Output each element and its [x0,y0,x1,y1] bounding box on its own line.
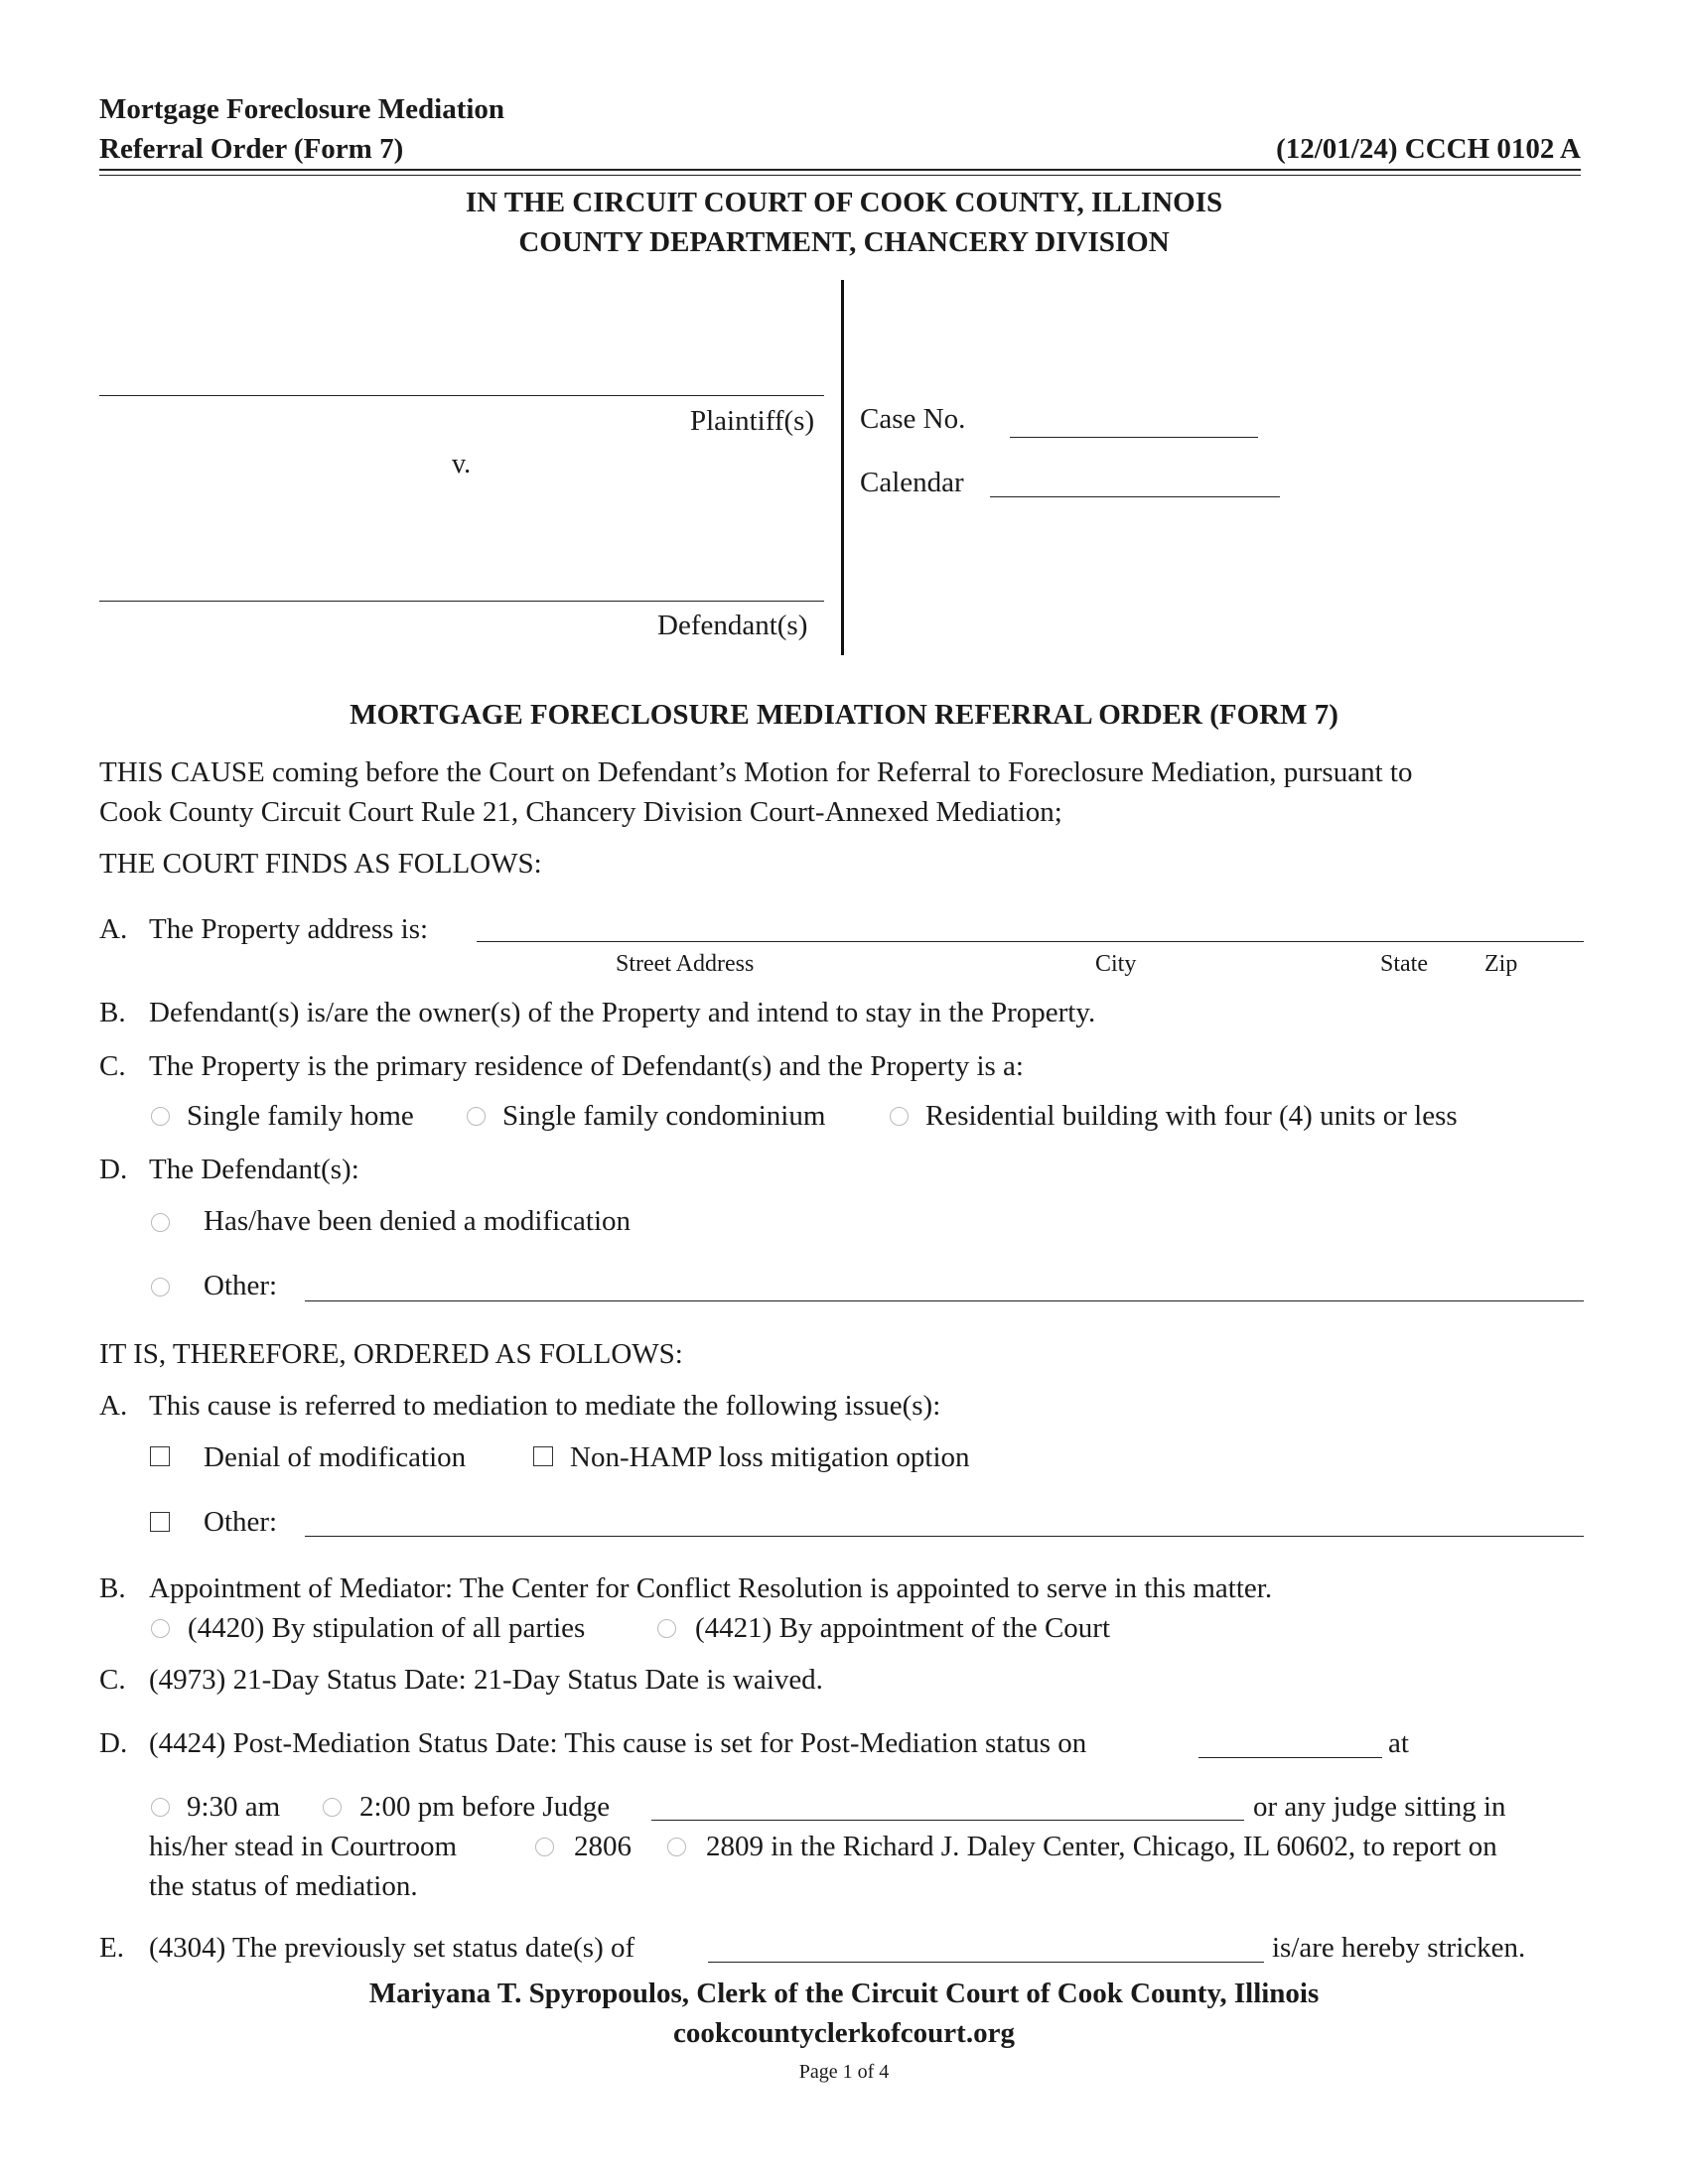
finding-a-text: The Property address is: [149,913,429,945]
state-label: State [1380,951,1428,977]
post-mediation-date-field[interactable] [1198,1757,1382,1758]
order-e-text: (4304) The previously set status date(s) of [149,1932,635,1964]
page-number: Page 1 of 4 [798,2061,890,2083]
stipulation-label: (4420) By stipulation of all parties [188,1612,586,1644]
order-d-line3: the status of mediation. [149,1870,418,1902]
intro-line1: THIS CAUSE coming before the Court on Defendant’s Motion for Referral to Foreclosure Mediation, pursuant to [99,756,1413,788]
order-b-letter: B. [99,1572,126,1604]
time-200-radio[interactable] [323,1798,342,1817]
form-code: (12/01/24) CCCH 0102 A [1276,133,1581,165]
case-no-label: Case No. [860,403,966,435]
caption-divider [841,280,844,655]
order-title: MORTGAGE FORECLOSURE MEDIATION REFERRAL ORDER (FORM 7) [350,699,1338,731]
courtroom-2809-radio[interactable] [667,1838,686,1856]
finding-a-letter: A. [99,913,128,945]
order-e-suffix: is/are hereby stricken. [1272,1932,1526,1964]
order-other-field[interactable] [305,1536,1584,1537]
court-appointment-radio[interactable] [657,1619,676,1638]
denied-modification-radio[interactable] [151,1213,170,1232]
denial-of-modification-label: Denial of modification [204,1441,467,1473]
time-930-label: 9:30 am [187,1791,281,1823]
judge-name-field[interactable] [651,1820,1244,1821]
finding-d-text: The Defendant(s): [149,1154,359,1185]
defendant-label: Defendant(s) [657,610,808,641]
order-d-at: at [1388,1727,1409,1759]
courtroom-2806-label: 2806 [574,1831,632,1862]
single-family-home-label: Single family home [187,1100,414,1132]
denial-of-modification-checkbox[interactable] [150,1446,170,1466]
clerk-website[interactable]: cookcountyclerkofcourt.org [673,2017,1015,2049]
order-d-letter: D. [99,1727,128,1759]
clerk-name: Mariyana T. Spyropoulos, Clerk of the Circuit Court of Cook County, Illinois [368,1978,1320,2009]
header-rule-thin [99,175,1581,176]
non-hamp-checkbox[interactable] [533,1446,553,1466]
time-930-radio[interactable] [151,1798,170,1817]
denied-modification-label: Has/have been denied a modification [204,1205,632,1237]
courtroom-2806-radio[interactable] [535,1838,554,1856]
intro-line2: Cook County Circuit Court Rule 21, Chancery Division Court-Annexed Mediation; [99,796,1062,828]
finding-b-letter: B. [99,997,126,1028]
finding-c-text: The Property is the primary residence of Defendant(s) and the Property is a: [149,1050,1024,1082]
order-other-label: Other: [204,1506,278,1538]
order-c-letter: C. [99,1664,126,1696]
order-a-text: This cause is referred to mediation to mediate the following issue(s): [149,1390,941,1422]
stricken-dates-field[interactable] [708,1962,1264,1963]
plaintiff-label: Plaintiff(s) [690,405,815,437]
zip-label: Zip [1484,951,1518,977]
any-judge-text: or any judge sitting in [1253,1791,1506,1823]
residential-building-radio[interactable] [890,1107,909,1126]
finding-d-letter: D. [99,1154,128,1185]
order-a-letter: A. [99,1390,128,1422]
order-other-checkbox[interactable] [150,1512,170,1532]
form-title-line2: Referral Order (Form 7) [99,133,404,165]
finding-c-letter: C. [99,1050,126,1082]
court-name: IN THE CIRCUIT COURT OF COOK COUNTY, ILLINOIS [465,187,1223,218]
non-hamp-label: Non-HAMP loss mitigation option [570,1441,970,1473]
calendar-label: Calendar [860,467,964,498]
order-b-text: Appointment of Mediator: The Center for Conflict Resolution is appointed to serve in this matter. [149,1572,1273,1604]
time-200-label: 2:00 pm before Judge [359,1791,611,1823]
finding-other-field[interactable] [305,1300,1584,1301]
form-title-line1: Mortgage Foreclosure Mediation [99,93,505,125]
stipulation-radio[interactable] [151,1619,170,1638]
courtroom-2809-label: 2809 in the Richard J. Daley Center, Chicago, IL 60602, to report on [706,1831,1497,1862]
versus-label: v. [452,449,472,479]
plaintiff-line[interactable] [99,395,824,396]
courtroom-prefix: his/her stead in Courtroom [149,1831,458,1862]
city-label: City [1095,951,1137,977]
defendant-line[interactable] [99,601,824,602]
residential-building-label: Residential building with four (4) units or less [925,1100,1458,1132]
findings-heading: THE COURT FINDS AS FOLLOWS: [99,848,542,880]
finding-other-label: Other: [204,1270,278,1301]
order-e-letter: E. [99,1932,124,1964]
court-appointment-label: (4421) By appointment of the Court [695,1612,1111,1644]
condominium-label: Single family condominium [502,1100,826,1132]
finding-b-text: Defendant(s) is/are the owner(s) of the Property and intend to stay in the Property. [149,997,1096,1028]
order-d-text: (4424) Post-Mediation Status Date: This cause is set for Post-Mediation status on [149,1727,1087,1759]
case-no-field[interactable] [1010,437,1258,438]
single-family-home-radio[interactable] [151,1107,170,1126]
orders-heading: IT IS, THEREFORE, ORDERED AS FOLLOWS: [99,1338,683,1370]
condominium-radio[interactable] [467,1107,486,1126]
street-address-label: Street Address [616,951,755,977]
calendar-field[interactable] [990,496,1280,497]
header-rule [99,169,1581,171]
property-address-field[interactable] [477,941,1584,942]
order-c-text: (4973) 21-Day Status Date: 21-Day Status Date is waived. [149,1664,823,1696]
court-division: COUNTY DEPARTMENT, CHANCERY DIVISION [518,226,1170,258]
finding-other-radio[interactable] [151,1278,170,1297]
